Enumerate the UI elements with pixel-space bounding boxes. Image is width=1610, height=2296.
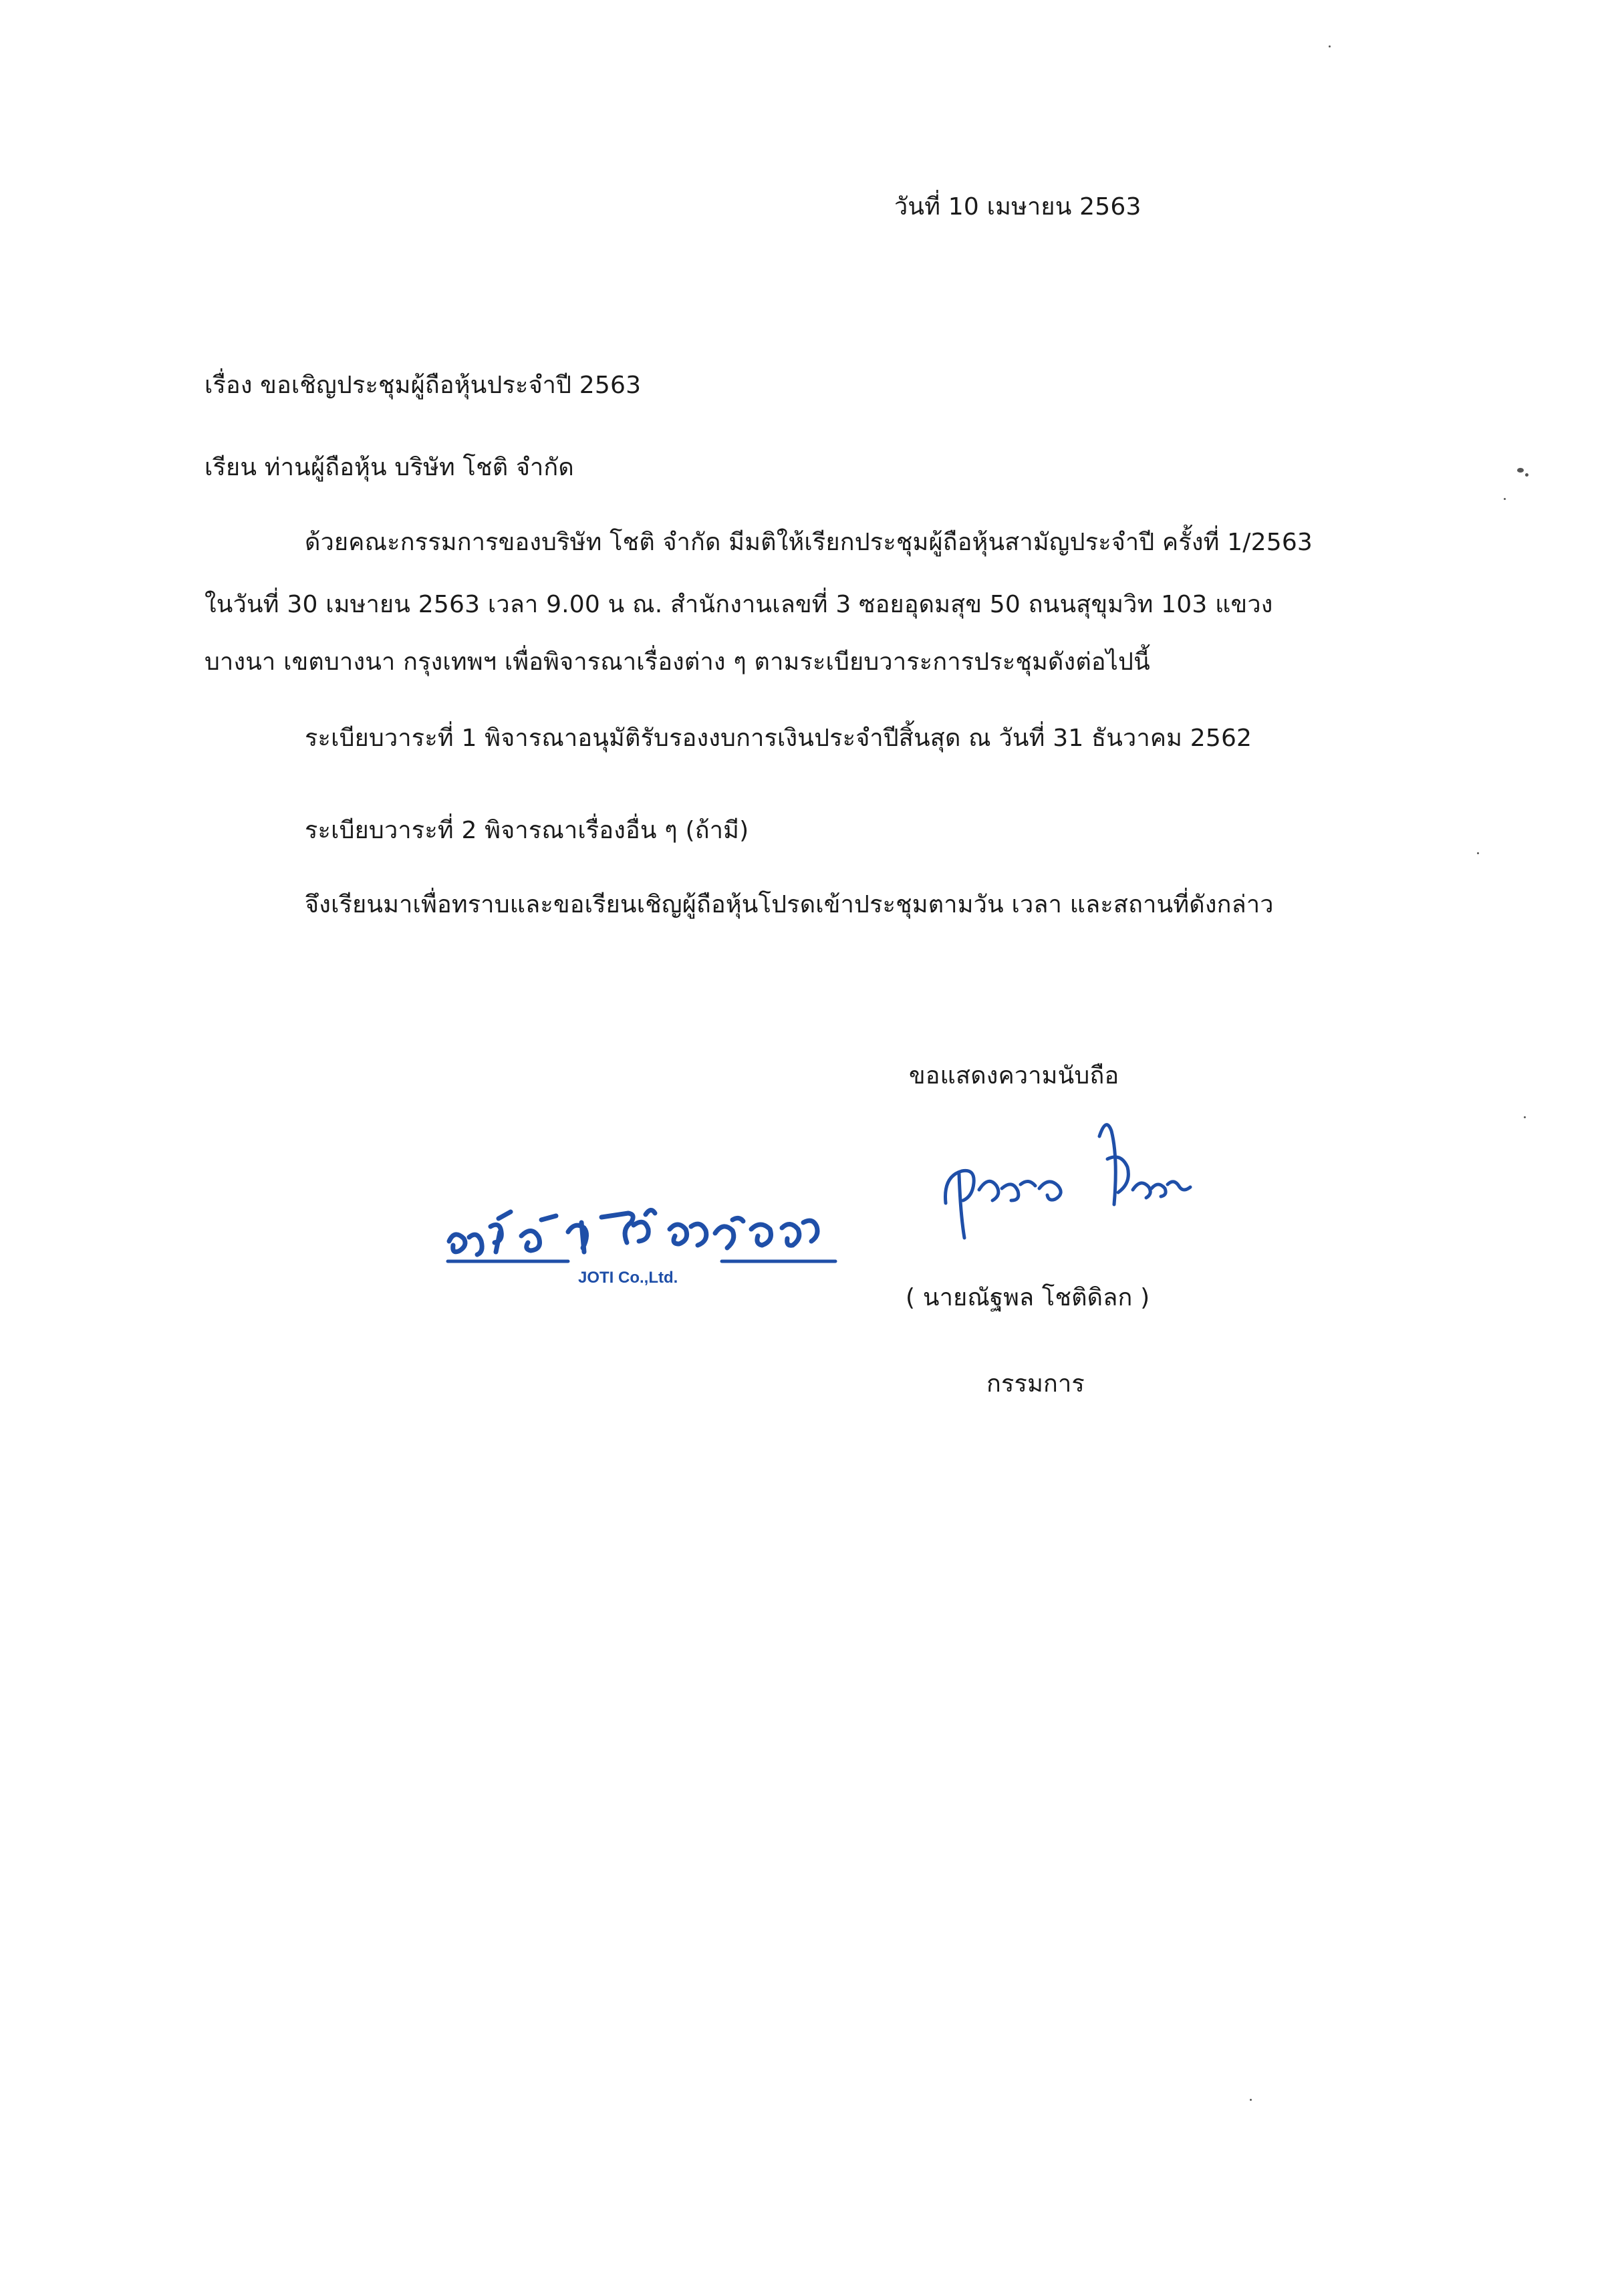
letter-salutation: เรียน ท่านผู้ถือหุ้น บริษัท โชติ จำกัด: [205, 454, 575, 481]
company-stamp-lettering: [434, 1200, 862, 1273]
scan-speck: [1525, 473, 1528, 477]
closing-line: จึงเรียนมาเพื่อทราบและขอเรียนเชิญผู้ถือหุ้นโปรดเข้าประชุมตามวัน เวลา และสถานที่ดังกล่าว: [305, 891, 1274, 918]
regards-line: ขอแสดงความนับถือ: [909, 1062, 1119, 1090]
body-line: ด้วยคณะกรรมการของบริษัท โชติ จำกัด มีมติให้เรียกประชุมผู้ถือหุ้นสามัญประจำปี ครั้งที่ 1/2563: [305, 529, 1313, 556]
letter-date: วันที่ 10 เมษายน 2563: [894, 193, 1142, 221]
agenda-item: ระเบียบวาระที่ 1 พิจารณาอนุมัติรับรองงบการเงินประจำปีสิ้นสุด ณ วันที่ 31 ธันวาคม 2562: [305, 725, 1252, 752]
letter-subject: เรื่อง ขอเชิญประชุมผู้ถือหุ้นประจำปี 2563: [205, 372, 642, 399]
scan-speck: [1477, 852, 1479, 854]
company-stamp-english: JOTI Co.,Ltd.: [578, 1269, 678, 1287]
scan-speck: [1504, 498, 1506, 500]
scan-speck: [1524, 1116, 1526, 1118]
body-line: ในวันที่ 30 เมษายน 2563 เวลา 9.00 น ณ. สำนักงานเลขที่ 3 ซอยอุดมสุข 50 ถนนสุขุมวิท 103 แขวง: [205, 591, 1273, 618]
scan-speck: [1329, 45, 1331, 47]
company-stamp: [434, 1200, 862, 1300]
signatory-position: กรรมการ: [986, 1370, 1085, 1398]
scan-speck: [1517, 468, 1524, 473]
body-line: บางนา เขตบางนา กรุงเทพฯ เพื่อพิจารณาเรื่องต่าง ๆ ตามระเบียบวาระการประชุมดังต่อไปนี้: [205, 648, 1150, 676]
signatory-name: ( นายณัฐพล โชติดิลก ): [906, 1284, 1150, 1311]
agenda-item: ระเบียบวาระที่ 2 พิจารณาเรื่องอื่น ๆ (ถ้ามี): [305, 817, 749, 844]
scan-speck: [1250, 2099, 1252, 2101]
handwritten-signature: [932, 1110, 1213, 1257]
